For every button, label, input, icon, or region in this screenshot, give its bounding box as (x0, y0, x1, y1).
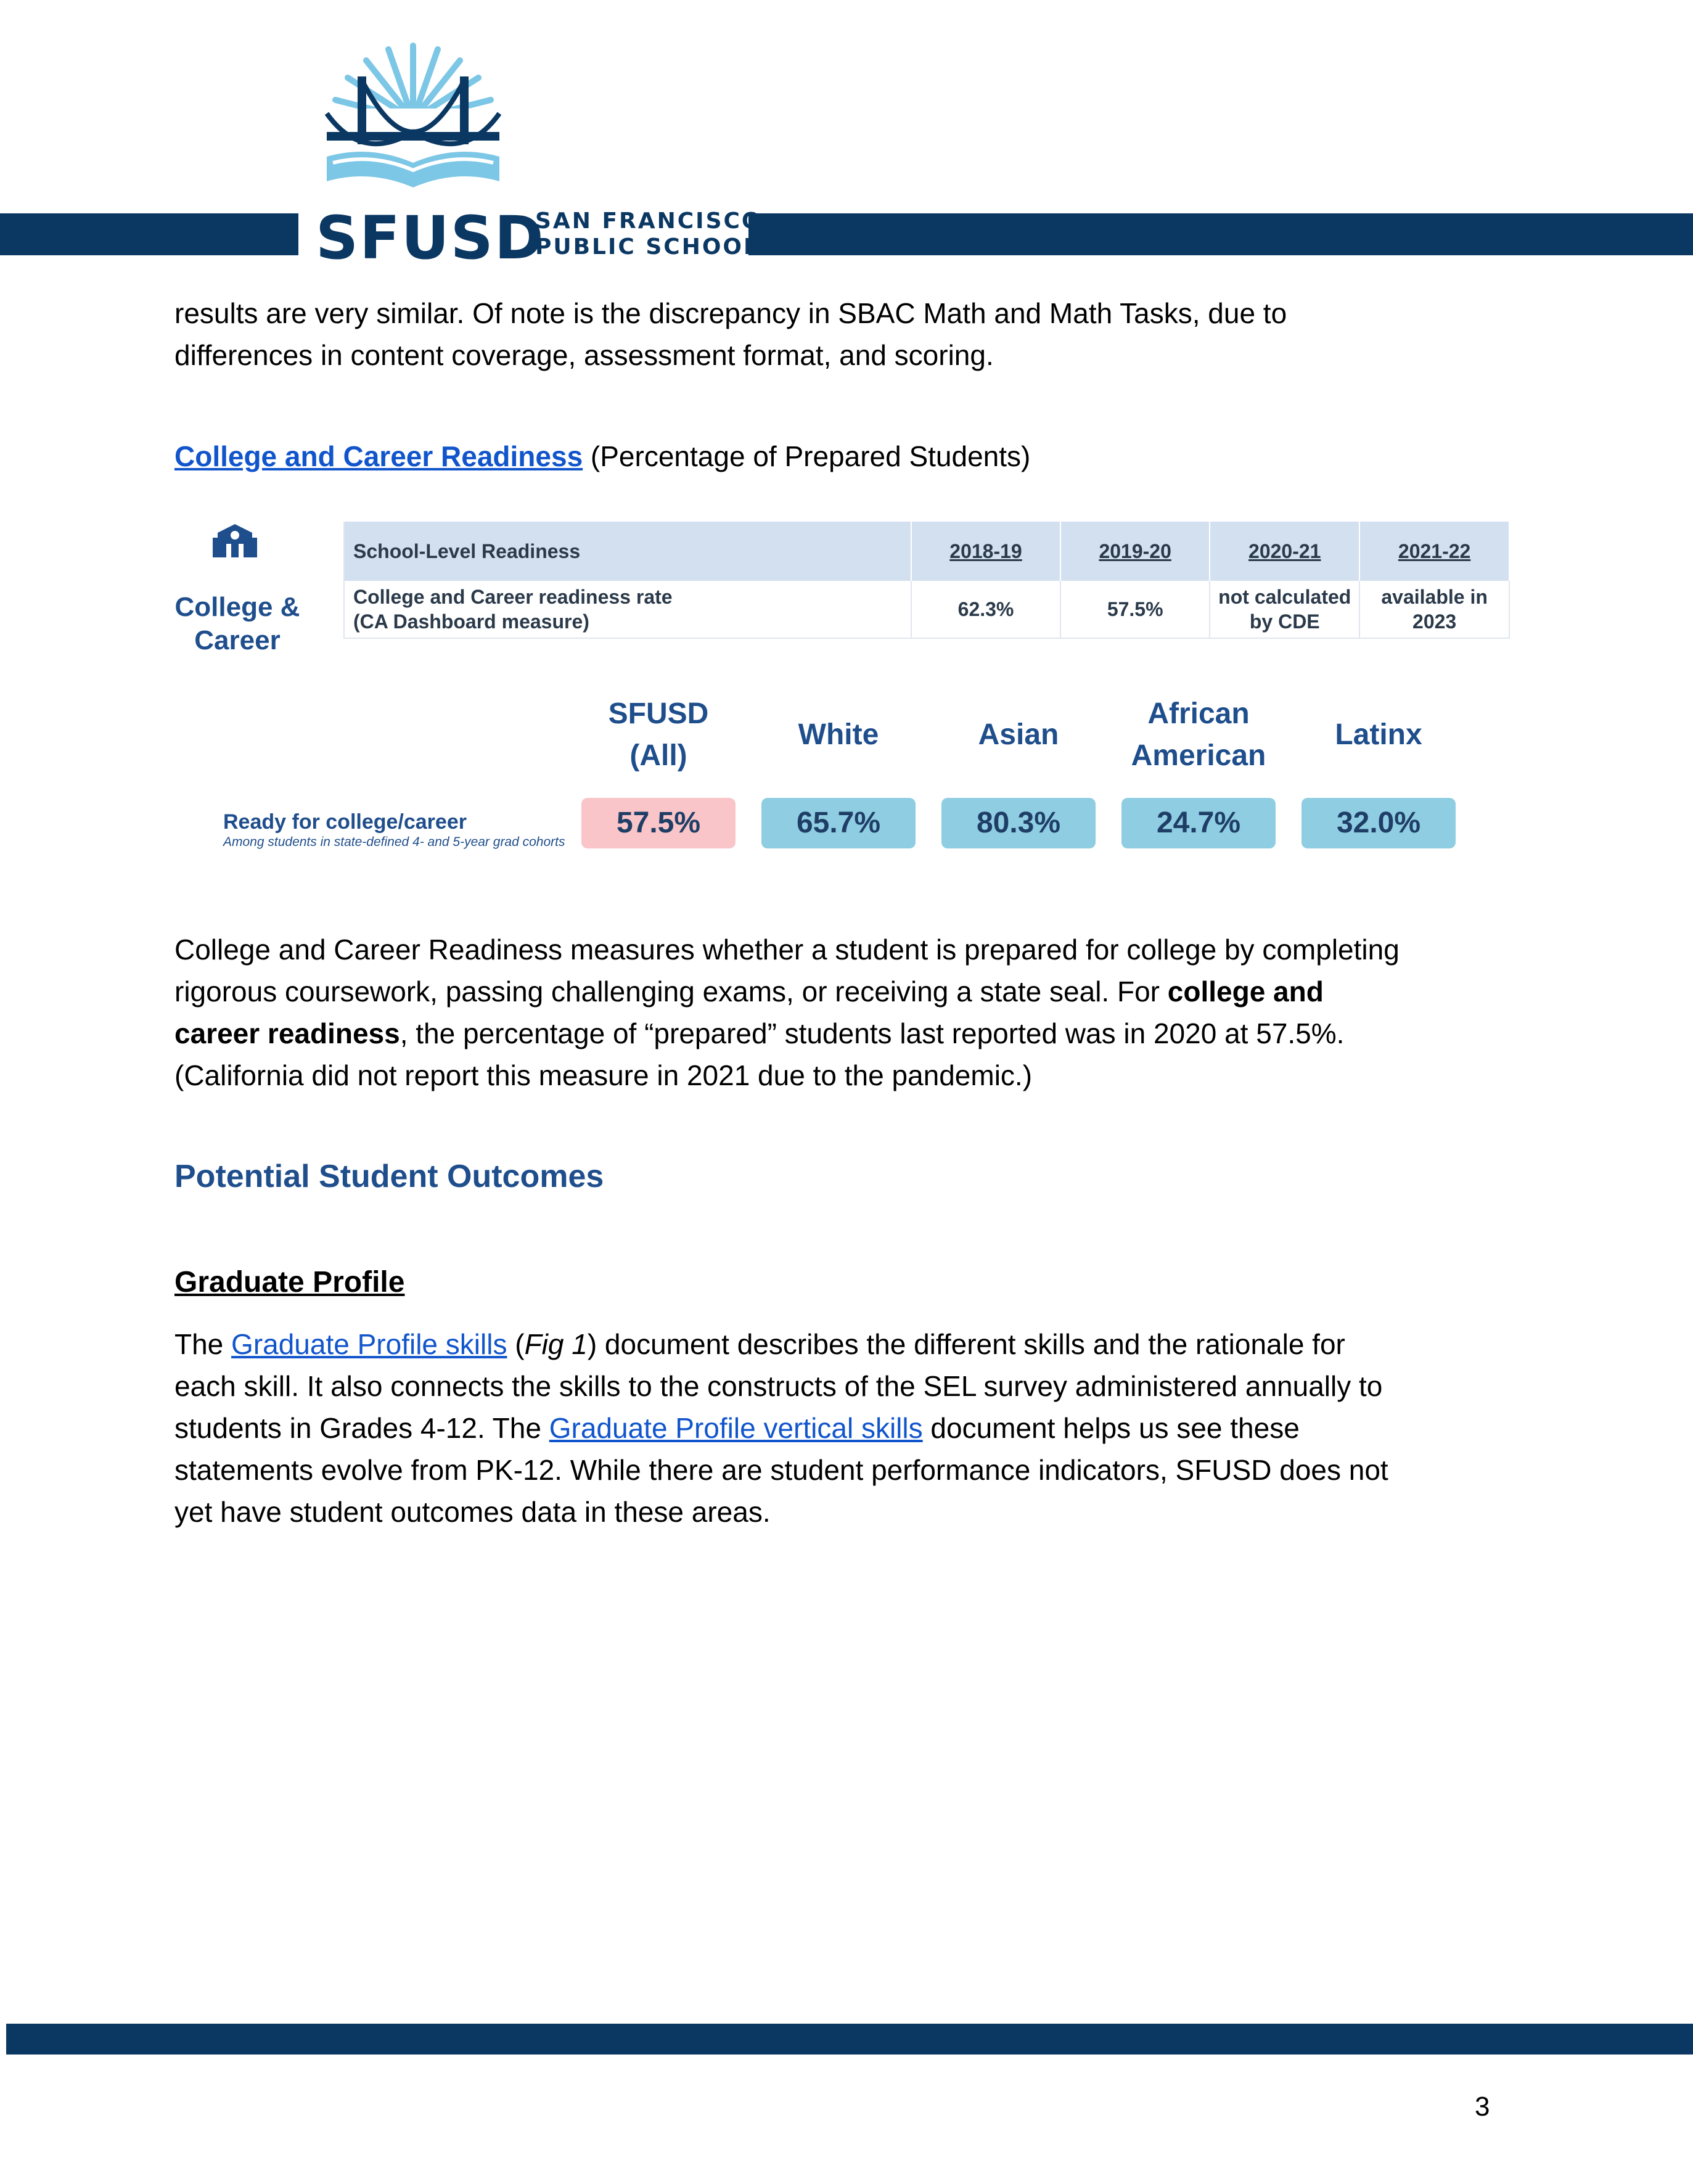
table-header-cell: 2020-21 (1210, 522, 1359, 581)
graduate-profile-vertical-skills-link[interactable]: Graduate Profile vertical skills (549, 1412, 923, 1444)
group-value-sfusd: 57.5% (581, 798, 736, 848)
college-career-label-line1: College & (174, 592, 300, 622)
page-number: 3 (1475, 2092, 1490, 2122)
paragraph-bold-text: college and (1167, 975, 1324, 1008)
paragraph-line (174, 1407, 1525, 1449)
sfusd-logo-icon (314, 39, 512, 200)
intro-paragraph (174, 292, 1525, 376)
paragraph-line (174, 971, 1525, 1012)
paragraph-line: yet have student outcomes data in these areas. (174, 1496, 771, 1528)
paragraph-line: statements evolve from PK-12. While there are student performance indicators, SFUSD does not (174, 1454, 1388, 1486)
group-header-line: American (1131, 739, 1266, 772)
paragraph-text: ) document describes the different skills and the rationale for (587, 1328, 1345, 1360)
table-cell: available in 2023 (1359, 581, 1509, 638)
paragraph-text: students in Grades 4-12. The (174, 1412, 549, 1444)
intro-line: results are very similar. Of note is the discrepancy in SBAC Math and Math Tasks, due to (174, 297, 1287, 329)
ready-for-college-subtitle: Among students in state-defined 4- and 5-year grad cohorts (223, 835, 565, 849)
footer-band (6, 2024, 1693, 2055)
logo-subtitle-line1: SAN FRANCISCO (535, 208, 763, 234)
ccr-heading (174, 435, 1525, 477)
graduate-profile-skills-link[interactable]: Graduate Profile skills (231, 1328, 507, 1360)
paragraph-line: College and Career Readiness measures whether a student is prepared for college by completing (174, 934, 1400, 966)
group-header-line: White (798, 718, 879, 751)
group-header-line: (All) (629, 739, 687, 772)
group-header-african-american (1121, 693, 1276, 777)
group-header-sfusd (581, 693, 736, 777)
header-band (0, 213, 1693, 255)
logo-subtitle (535, 208, 777, 260)
group-header-asian (941, 714, 1096, 756)
group-header-white (761, 714, 916, 756)
group-header-line: Latinx (1335, 718, 1422, 751)
group-header-line: Asian (978, 718, 1059, 751)
table-row-label-line2: (CA Dashboard measure) (353, 610, 589, 633)
paragraph-text: ( (507, 1328, 525, 1360)
table-cell: 62.3% (911, 581, 1060, 638)
group-value-asian: 80.3% (941, 798, 1096, 848)
figure-reference: Fig 1 (524, 1328, 588, 1360)
table-cell: not calculated by CDE (1210, 581, 1359, 638)
readiness-table-header (344, 522, 1509, 581)
table-header-cell: School-Level Readiness (344, 522, 911, 581)
table-cell: 57.5% (1060, 581, 1210, 638)
ccr-paragraph (174, 929, 1525, 1096)
logo-subtitle-line2: PUBLIC SCHOOLS (535, 234, 777, 260)
table-row-label-line1: College and Career readiness rate (353, 586, 673, 608)
paragraph-text: document helps us see these (922, 1412, 1300, 1444)
school-building-icon (213, 522, 257, 559)
group-header-latinx (1302, 714, 1456, 756)
readiness-table (343, 522, 1510, 639)
table-header-cell: 2018-19 (911, 522, 1060, 581)
paragraph-text: rigorous coursework, passing challenging exams, or receiving a state seal. For (174, 975, 1168, 1008)
paragraph-line: each skill. It also connects the skills to the constructs of the SEL survey administered annually to (174, 1370, 1383, 1402)
paragraph-line (174, 1012, 1525, 1054)
section-heading: Potential Student Outcomes (174, 1159, 604, 1194)
paragraph-text: The (174, 1328, 232, 1360)
college-career-label-line2: Career (194, 625, 281, 655)
table-header-cell: 2021-22 (1359, 522, 1509, 581)
table-row (344, 581, 1509, 638)
college-career-label (160, 591, 314, 657)
table-row-label (344, 581, 911, 638)
group-value-african-american: 24.7% (1121, 798, 1276, 848)
paragraph-line (174, 1323, 1525, 1365)
logo-wordmark: SFUSD (316, 203, 545, 273)
ccr-heading-link[interactable]: College and Career Readiness (174, 440, 583, 472)
paragraph-text: , the percentage of “prepared” students last reported was in 2020 at 57.5%. (400, 1017, 1345, 1049)
ccr-heading-suffix: (Percentage of Prepared Students) (583, 440, 1031, 472)
intro-line: differences in content coverage, assessment format, and scoring. (174, 339, 994, 371)
group-value-latinx: 32.0% (1302, 798, 1456, 848)
group-value-white: 65.7% (761, 798, 916, 848)
group-header-line: African (1147, 697, 1250, 730)
graduate-profile-heading: Graduate Profile (174, 1266, 405, 1299)
table-header-cell: 2019-20 (1060, 522, 1210, 581)
paragraph-line: (California did not report this measure in 2021 due to the pandemic.) (174, 1059, 1033, 1091)
paragraph-bold-text: career readiness (174, 1017, 400, 1049)
ready-for-college-title: Ready for college/career (223, 810, 467, 834)
graduate-profile-paragraph (174, 1323, 1525, 1533)
group-header-line: SFUSD (608, 697, 709, 730)
